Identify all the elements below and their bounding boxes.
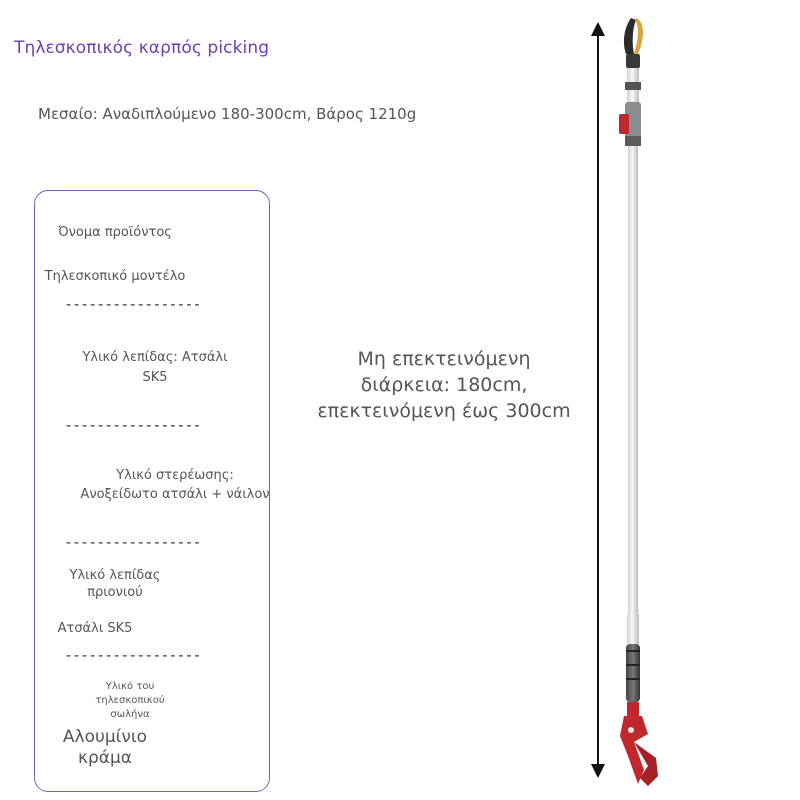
fastening-material-line1: Υλικό στερέωσης:	[116, 468, 234, 483]
blade-material-line2: SK5	[142, 370, 168, 385]
tube-material-line3: σωλήνα	[110, 709, 150, 720]
saw-blade-material-line2: πριονιού	[87, 585, 143, 600]
saw-blade-material-line1: Υλικό λεπίδας	[69, 568, 161, 583]
blade-material-line1: Υλικό λεπίδας: Ατσάλι	[82, 350, 228, 365]
separator: -----------------	[64, 295, 201, 313]
separator: -----------------	[64, 533, 201, 551]
tube-material-line2: τηλεσκοπικού	[95, 695, 165, 706]
product-name-label: Όνομα προϊόντος	[58, 225, 172, 240]
page-title: Τηλεσκοπικός καρπός picking	[14, 38, 270, 58]
product-name-value: Τηλεσκοπικό μοντέλο	[44, 269, 186, 284]
tube-material-value-line2: κράμα	[77, 748, 133, 768]
product-subtitle: Μεσαίο: Αναδιπλούμενο 180-300cm, Βάρος 1210g	[38, 105, 417, 123]
length-note	[298, 346, 590, 424]
tube-material-line1: Υλικό του	[105, 681, 155, 692]
separator: -----------------	[64, 646, 201, 664]
separator: -----------------	[64, 416, 201, 434]
telescopic-fruit-picker-image	[604, 14, 674, 790]
fastening-material-line2: Ανοξείδωτο ατσάλι + νάιλον	[80, 487, 270, 502]
length-note-line1: Μη επεκτεινόμενη	[357, 348, 531, 370]
length-note-line2: διάρκεια: 180cm,	[360, 374, 528, 396]
tube-material-value-line1: Αλουμίνιο	[62, 727, 148, 747]
saw-blade-material-value: Ατσάλι SK5	[57, 621, 133, 636]
length-note-line3: επεκτεινόμενη έως 300cm	[317, 400, 571, 422]
